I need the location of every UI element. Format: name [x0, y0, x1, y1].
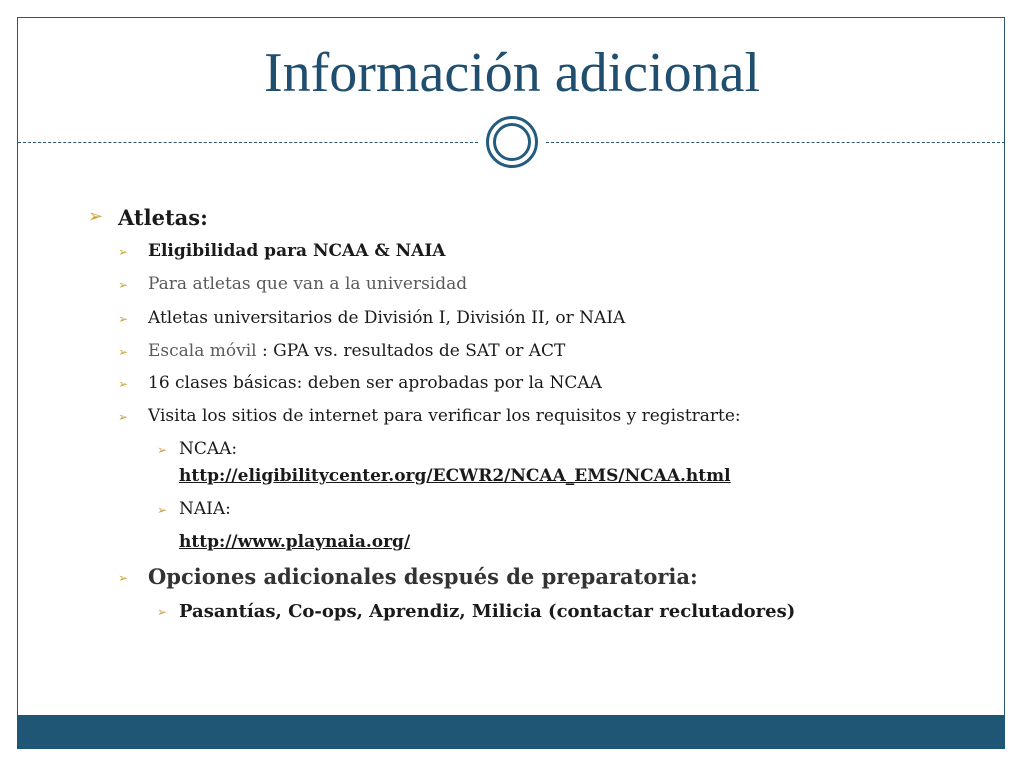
- ring-divider-icon: [486, 116, 538, 168]
- naia-link[interactable]: http://www.playnaia.org/: [179, 532, 411, 552]
- arrowhead-bullet-icon: ➢: [118, 312, 129, 326]
- list-item-clases: [118, 373, 602, 393]
- slide-title: Información adicional: [263, 42, 760, 104]
- list-item-para-atletas: [118, 274, 468, 294]
- arrowhead-bullet-icon: ➢: [88, 206, 104, 227]
- item-text: Atletas:: [118, 205, 208, 230]
- list-item-naia: [157, 499, 231, 519]
- arrowhead-bullet-icon: ➢: [118, 345, 129, 359]
- list-item-opciones: [118, 564, 698, 589]
- list-item-visita: [118, 406, 741, 426]
- arrowhead-bullet-icon: ➢: [157, 443, 168, 457]
- naia-link-row: [179, 532, 410, 552]
- item-text: NCAA:: [179, 439, 238, 459]
- list-item-pasantias: [157, 601, 796, 622]
- title-divider-left: [18, 142, 478, 143]
- ncaa-link[interactable]: http://eligibilitycenter.org/ECWR2/NCAA_EMS/NCAA.html: [179, 466, 731, 486]
- item-text: 16 clases básicas: deben ser aprobadas por la NCAA: [148, 373, 602, 393]
- item-text: NAIA:: [179, 499, 231, 519]
- item-text: Visita los sitios de internet para verificar los requisitos y registrarte:: [148, 406, 741, 426]
- item-text: Para atletas que van a la universidad: [148, 274, 468, 294]
- arrowhead-bullet-icon: ➢: [118, 278, 129, 292]
- list-item-eligibilidad: [118, 241, 446, 261]
- title-divider-right: [546, 142, 1005, 143]
- ncaa-link-row: [179, 466, 731, 486]
- item-text: Eligibilidad para NCAA & NAIA: [148, 241, 446, 261]
- arrowhead-bullet-icon: ➢: [118, 571, 129, 585]
- list-item-division: [118, 308, 626, 328]
- item-text: : GPA vs. resultados de SAT or ACT: [256, 341, 566, 361]
- arrowhead-bullet-icon: ➢: [118, 245, 129, 259]
- list-item-escala: [118, 341, 566, 361]
- arrowhead-bullet-icon: ➢: [118, 410, 129, 424]
- item-text: Opciones adicionales después de preparatoria:: [148, 564, 698, 589]
- item-text-label: Escala móvil: [148, 341, 257, 361]
- arrowhead-bullet-icon: ➢: [118, 377, 129, 391]
- item-text: Pasantías, Co-ops, Aprendiz, Milicia (contactar reclutadores): [179, 601, 796, 622]
- arrowhead-bullet-icon: ➢: [157, 605, 168, 619]
- list-item-ncaa: [157, 439, 238, 459]
- item-text: Atletas universitarios de División I, División II, or NAIA: [148, 308, 626, 328]
- arrowhead-bullet-icon: ➢: [157, 503, 168, 517]
- footer-bar: [17, 715, 1005, 749]
- list-item-atletas: [88, 205, 208, 230]
